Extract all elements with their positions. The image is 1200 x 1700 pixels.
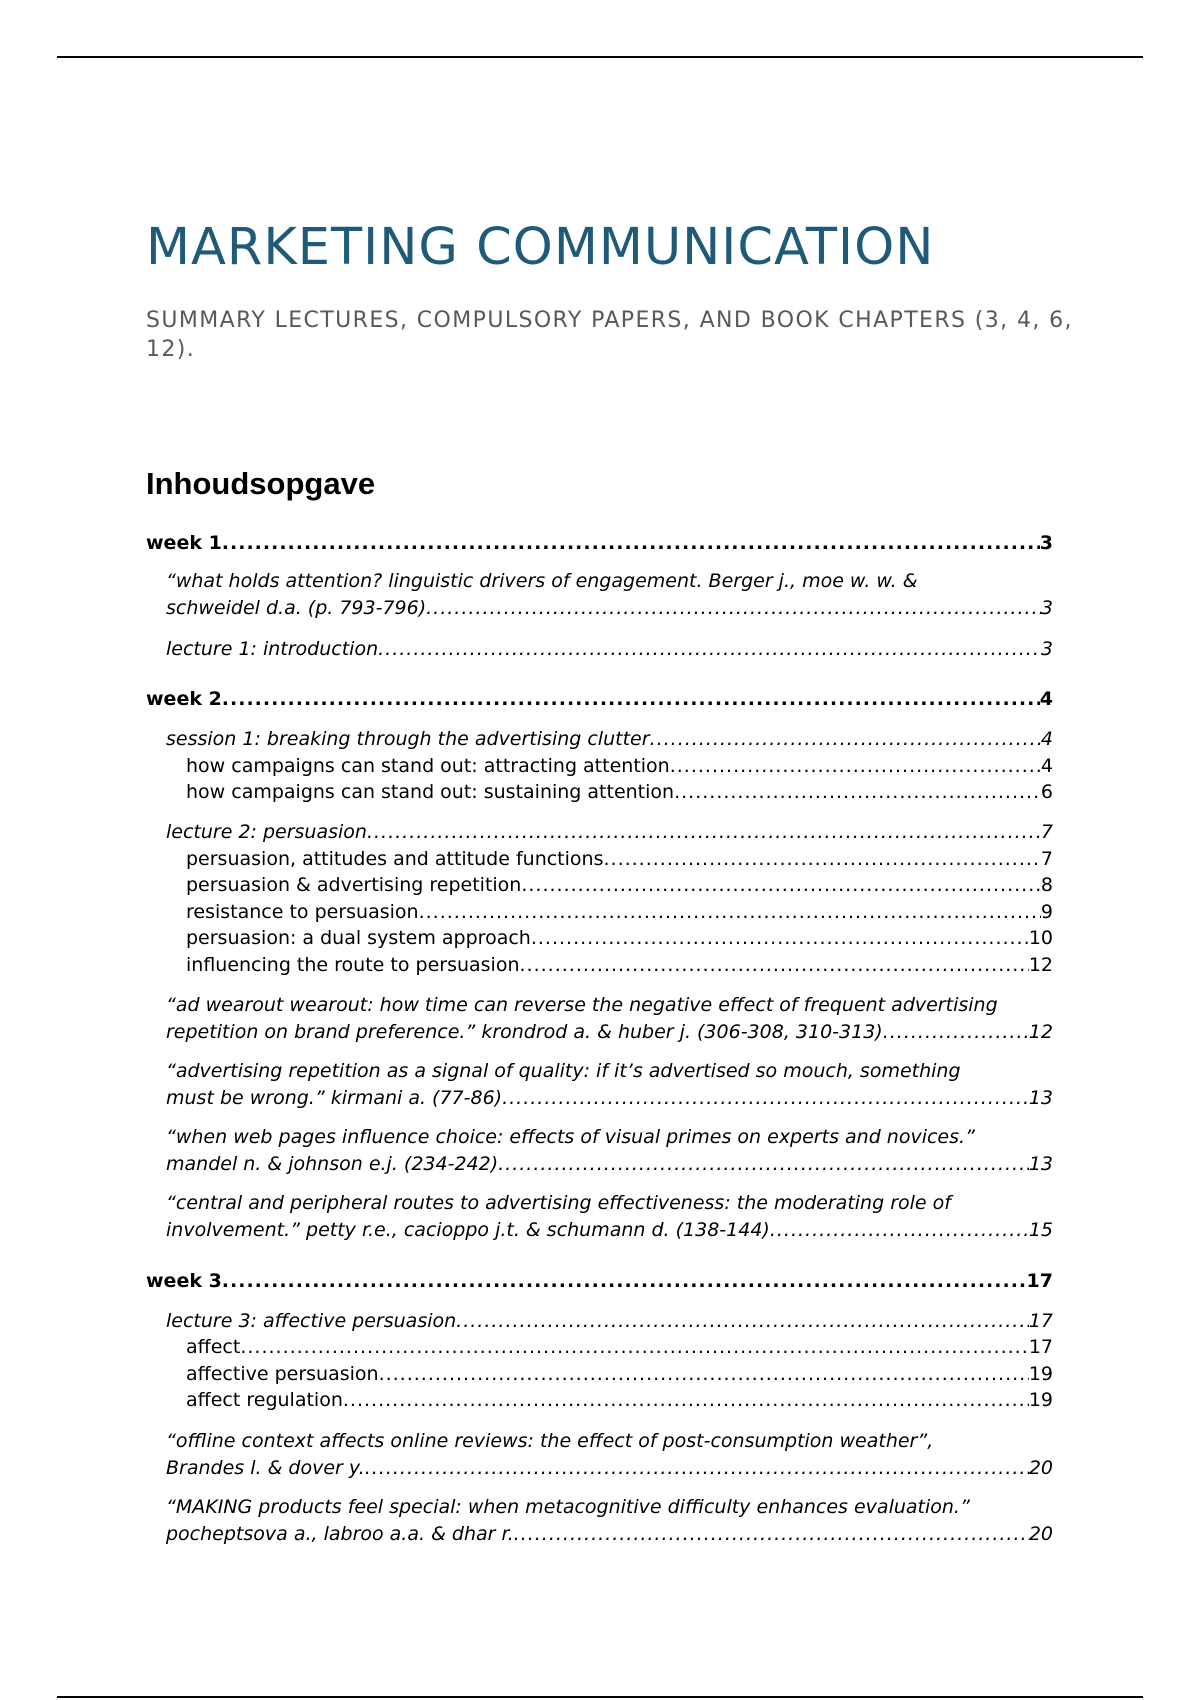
toc-entry[interactable] — [146, 899, 1053, 926]
toc-dot-leader — [365, 1455, 1029, 1482]
toc-entry-title: schweidel d.a. (p. 793-796) — [166, 597, 427, 619]
document-subtitle: SUMMARY LECTURES, COMPULSORY PAPERS, AND BOOK CHAPTERS (3, 4, 6, 12). — [146, 308, 1073, 362]
toc-entry-title: affect regulation — [186, 1389, 343, 1411]
toc-entry[interactable] — [146, 872, 1053, 899]
toc-page-number: 4 — [1040, 755, 1053, 777]
toc-entry[interactable] — [146, 1190, 1053, 1244]
toc-entry-title: week 3 — [146, 1270, 222, 1292]
toc-entry-title: influencing the route to persuasion — [186, 954, 520, 976]
toc-entry-line — [186, 1387, 1053, 1414]
toc-page-number: 12 — [1028, 954, 1053, 976]
toc-entry[interactable] — [146, 846, 1053, 873]
toc-dot-leader — [379, 1361, 1029, 1388]
toc-entry[interactable] — [146, 726, 1053, 753]
toc-entry-line — [166, 636, 1053, 663]
toc-dot-leader — [240, 1334, 1028, 1361]
toc-entry-title: involvement.” petty r.e., cacioppo j.t. & schumann d. (138-144) — [166, 1219, 770, 1241]
toc-entry-title: how campaigns can stand out: attracting attention — [186, 755, 670, 777]
toc-entry-title: week 2 — [146, 688, 222, 710]
toc-entry-title-line: “advertising repetition as a signal of quality: if it’s advertised so mouch, something — [166, 1060, 961, 1082]
toc-entry-title: affect — [186, 1336, 241, 1358]
toc-page-number: 7 — [1040, 821, 1053, 843]
toc-entry-title: must be wrong.” kirmani a. (77-86) — [166, 1087, 503, 1109]
toc-entry-title: week 1 — [146, 532, 222, 554]
toc-dot-leader — [674, 779, 1041, 806]
toc-dot-leader — [378, 636, 1041, 663]
toc-page-number: 19 — [1028, 1389, 1053, 1411]
toc-entry-title: Brandes l. & dover y. — [166, 1457, 365, 1479]
toc-entry-title: resistance to persuasion — [186, 901, 419, 923]
toc-dot-leader — [456, 1308, 1029, 1335]
toc-entry-title: pocheptsova a., labroo a.a. & dhar r. — [166, 1523, 514, 1545]
toc-page-number: 10 — [1028, 927, 1053, 949]
toc-entry-line — [186, 846, 1053, 873]
toc-page-number: 6 — [1040, 781, 1053, 803]
toc-entry[interactable] — [146, 1361, 1053, 1388]
toc-dot-leader — [343, 1387, 1029, 1414]
toc-page-number: 20 — [1028, 1523, 1053, 1545]
toc-entry-line — [186, 899, 1053, 926]
toc-entry-title-line: “MAKING products feel special: when metacognitive difficulty enhances evaluation.” — [166, 1496, 970, 1518]
toc-entry-title: persuasion & advertising repetition — [186, 874, 522, 896]
toc-dot-leader — [419, 899, 1041, 926]
toc-dot-leader — [531, 925, 1029, 952]
toc-dot-leader — [520, 952, 1029, 979]
toc-entry-title: persuasion: a dual system approach — [186, 927, 531, 949]
toc-entry-line — [186, 952, 1053, 979]
toc-dot-leader — [502, 1085, 1029, 1112]
toc-entry[interactable] — [146, 1494, 1053, 1548]
toc-entry-title-line: “ad wearout wearout: how time can reverse the negative effect of frequent advertising — [166, 994, 998, 1016]
toc-entry-line — [146, 530, 1053, 557]
toc-page-number: 17 — [1028, 1310, 1053, 1332]
toc-entry[interactable] — [146, 952, 1053, 979]
toc-page-number: 20 — [1028, 1457, 1053, 1479]
toc-page-number: 15 — [1028, 1219, 1053, 1241]
toc-entry[interactable] — [146, 686, 1053, 713]
toc-page-number: 8 — [1040, 874, 1053, 896]
toc-entry-title: persuasion, attitudes and attitude functions — [186, 848, 604, 870]
toc-dot-leader — [498, 1151, 1029, 1178]
toc-entry-line — [166, 819, 1053, 846]
toc-entry-title: lecture 2: persuasion — [166, 821, 367, 843]
toc-dot-leader — [514, 1521, 1029, 1548]
toc-entry[interactable] — [146, 779, 1053, 806]
toc-dot-leader — [603, 846, 1040, 873]
toc-page-number: 13 — [1028, 1153, 1053, 1175]
toc-entry-line — [166, 1308, 1053, 1335]
toc-entry-title: repetition on brand preference.” krondrod a. & huber j. (306-308, 310-313) — [166, 1021, 883, 1043]
toc-page-number: 3 — [1039, 532, 1053, 554]
toc-entry-line — [166, 1455, 1053, 1482]
toc-entry-line — [166, 1521, 1053, 1548]
toc-entry-line — [166, 1085, 1053, 1112]
toc-dot-leader — [670, 753, 1041, 780]
toc-entry-line — [186, 753, 1053, 780]
toc-entry-line — [186, 1361, 1053, 1388]
toc-page-number: 19 — [1028, 1363, 1053, 1385]
toc-entry-line — [186, 872, 1053, 899]
header-rule — [57, 56, 1143, 58]
toc-entry[interactable] — [146, 1334, 1053, 1361]
toc-entry-title: lecture 3: affective persuasion — [166, 1310, 457, 1332]
toc-entry[interactable] — [146, 1308, 1053, 1335]
toc-page-number: 9 — [1040, 901, 1053, 923]
toc-entry-line — [166, 1151, 1053, 1178]
toc-dot-leader — [222, 686, 1040, 713]
toc-dot-leader — [883, 1019, 1029, 1046]
toc-page-number: 17 — [1028, 1336, 1053, 1358]
footer-rule — [57, 1696, 1143, 1698]
toc-entry-title-line: “what holds attention? linguistic drivers of engagement. Berger j., moe w. w. & — [166, 570, 918, 592]
toc-entry-line — [186, 925, 1053, 952]
toc-entry[interactable] — [146, 530, 1053, 557]
toc-entry[interactable] — [146, 819, 1053, 846]
toc-entry[interactable] — [146, 925, 1053, 952]
toc-entry[interactable] — [146, 1268, 1053, 1295]
toc-entry-title: lecture 1: introduction — [166, 638, 379, 660]
toc-entry-line — [166, 1019, 1053, 1046]
document-title: MARKETING COMMUNICATION — [146, 218, 935, 277]
toc-dot-leader — [367, 819, 1041, 846]
toc-entry-line — [166, 1217, 1053, 1244]
toc-dot-leader — [222, 1268, 1027, 1295]
toc-entry-title-line: “when web pages influence choice: effects of visual primes on experts and novices.” — [166, 1126, 975, 1148]
toc-heading: Inhoudsopgave — [146, 466, 376, 501]
toc-dot-leader — [770, 1217, 1029, 1244]
toc-entry[interactable] — [146, 1058, 1053, 1112]
toc-page-number: 13 — [1028, 1087, 1053, 1109]
toc-dot-leader — [521, 872, 1041, 899]
toc-entry[interactable] — [146, 1124, 1053, 1178]
toc-entry-title: how campaigns can stand out: sustaining attention — [186, 781, 675, 803]
toc-entry-line — [166, 726, 1053, 753]
toc-entry[interactable] — [146, 1428, 1053, 1482]
toc-entry-title-line: “central and peripheral routes to advertising effectiveness: the moderating role of — [166, 1192, 951, 1214]
toc-entry-line — [166, 595, 1053, 622]
toc-dot-leader — [426, 595, 1041, 622]
toc-page-number: 3 — [1040, 638, 1053, 660]
toc-entry-line — [186, 779, 1053, 806]
toc-entry[interactable] — [146, 992, 1053, 1046]
toc-entry-title: mandel n. & johnson e.j. (234-242) — [166, 1153, 499, 1175]
toc-entry-line — [146, 686, 1053, 713]
toc-entry-title: affective persuasion — [186, 1363, 379, 1385]
toc-entry[interactable] — [146, 568, 1053, 622]
toc-page-number: 3 — [1040, 597, 1053, 619]
toc-entry[interactable] — [146, 1387, 1053, 1414]
toc-entry[interactable] — [146, 636, 1053, 663]
toc-dot-leader — [222, 530, 1040, 557]
toc-page-number: 12 — [1028, 1021, 1053, 1043]
toc-page-number: 17 — [1026, 1270, 1053, 1292]
toc-entry-title: session 1: breaking through the advertising clutter — [166, 728, 650, 750]
toc-page-number: 7 — [1040, 848, 1053, 870]
toc-page-number: 4 — [1039, 688, 1053, 710]
toc-page-number: 4 — [1040, 728, 1053, 750]
toc-entry-line — [186, 1334, 1053, 1361]
toc-dot-leader — [650, 726, 1041, 753]
toc-entry-line — [146, 1268, 1053, 1295]
toc-entry-title-line: “offline context affects online reviews: the effect of post-consumption weather”, — [166, 1430, 934, 1452]
toc-entry[interactable] — [146, 753, 1053, 780]
